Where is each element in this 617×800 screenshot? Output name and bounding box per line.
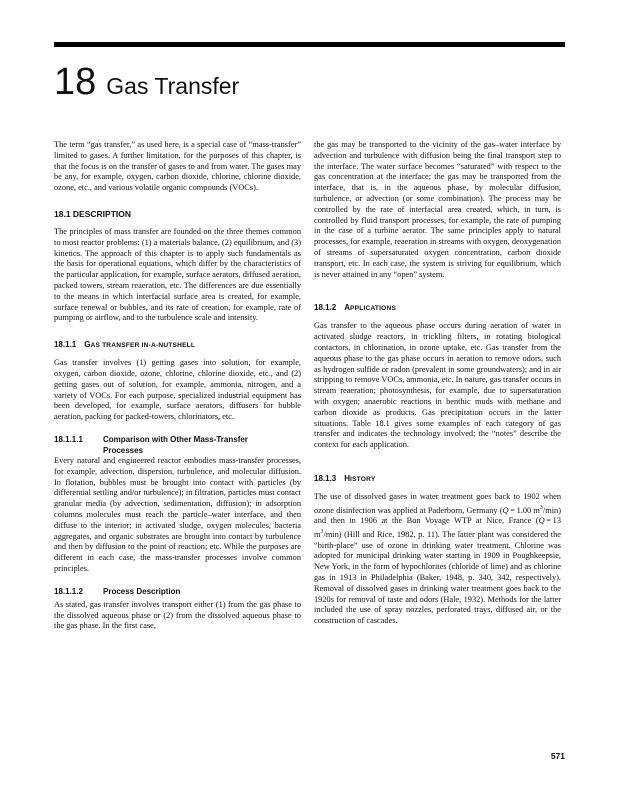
- history-text: /min) (Hill and Rice, 1982, p. 11). The latter plant was considered the “birth-place” use of ozone in drinking water treatment. Chlorine was adopted for municipal drinking water starting in 1909 in Poughkeepsie, New York, in the form of hypochlorites (chloride of lime) and as chlorine gas in 1913 in Philadelphia (Baker, 1948, p. 340, 342, respectively). Removal of dissolved gases in drinking water treatment goes back to the 1920s for removal of taste and odors (Hale, 1932). Methods for the latter included the use of spray nozzles, perforated trays, diffused air, or the construction of cascades.: [314, 529, 561, 626]
- subsection-title-rest: PPLICATIONS: [350, 305, 397, 313]
- subsection-title-rest: ISTORY: [350, 475, 376, 483]
- chapter-heading: [54, 60, 239, 108]
- history-text: /min) and then in 1906 at the Bon Voyage WTP at Nice, France (: [314, 505, 561, 526]
- section-18-1-1-heading: [54, 339, 301, 351]
- left-column: [54, 140, 301, 760]
- section-18-1-1-1-heading: [54, 434, 301, 456]
- history-text: = 1.00 m: [508, 505, 540, 515]
- flow-symbol: Q: [502, 505, 509, 515]
- subsubsection-title-line1: Comparison with Other Mass-Transfer: [103, 434, 248, 444]
- right-column: [314, 140, 561, 758]
- subsection-title-lead: G: [84, 340, 91, 350]
- description-paragraph: The principles of mass transfer are founded on the three themes common to most reactor problems: (1) a materials balance, (2) equilibrium, and (3) kinetics. The approach of this chapter is to apply such fundamentals as the basis for operational equations, which differ by the characteristics of the particular application, for example, surface aerators, diffused aeration, packed towers, stream reaeration, etc. The differences are due essentially to the means in which interfacial surface area is created, for example, surface renewal or bubbles, and its rate of creation, for example, rate of pumping or airflow, and to the turbulence scale and intensity.: [54, 226, 301, 323]
- section-title: DESCRIPTION: [72, 208, 132, 219]
- history-text: The use of dissolved gases in water treatment goes back to 1902 when ozone disinfection was applied at Paderborn, Germany (: [314, 491, 561, 515]
- section-18-1-3-heading: [314, 473, 561, 485]
- subsection-title-lead: A: [344, 303, 351, 313]
- nutshell-paragraph: Gas transfer involves (1) getting gases into solution, for example, oxygen, carbon dioxide, ozone, chlorine, chlorine dioxide, etc., and (2) getting gases out of solution, for example, ammonia, nitrogen, and a variety of VOCs. For each purpose, specialized industrial equipment has been developed, for example, surface aerators, diffusers for bubble aeration, packing for packed-towers, chlorinators, etc.: [54, 358, 301, 422]
- page-number: 571: [550, 751, 565, 761]
- section-18-1-2-heading: [314, 302, 561, 314]
- superscript: 3: [539, 504, 543, 511]
- chapter-number: 18: [54, 61, 97, 103]
- process-description-paragraph: As stated, gas transfer involves transport either (1) from the gas phase to the dissolved aqueous phase or (2) from the dissolved aqueous phase to the gas phase. In the first case,: [54, 599, 301, 631]
- chapter-top-rule: [54, 42, 565, 47]
- subsection-number: 18.1.2: [314, 303, 337, 313]
- continued-paragraph: the gas may be transported to the vicinity of the gas–water interface by advection and turbulence with diffusion being the final transport step to the interface. The water surface becomes “saturated” with respect to the gas concentration at the interface; the gas may be transported from the interface, that is, in the aqueous phase, by molecular diffusion, turbulence, or advection (or some combination). The process may be controlled by the rate of interfacial area created, which, in turn, is controlled by fluid transport processes, for example, the rate of pumping in the case of a turbine aerator. The same principles apply to natural processes, for example, reaeration in streams with oxygen, deoxygenation of streams of supersaturated oxygen concentration, carbon dioxide transport, etc. In each case, the system is striving for equilibrium, which is never attained in any “open” system.: [314, 140, 561, 279]
- chapter-title: Gas Transfer: [106, 73, 240, 99]
- section-18-1-heading: [54, 209, 301, 220]
- section-18-1-1-2-heading: [54, 586, 301, 597]
- subsubsection-title: Process Description: [103, 586, 181, 596]
- applications-paragraph: Gas transfer to the aqueous phase occurs during aeration of water in activated sludge reactors, in trickling filters, in rotating biological contactors, in chlorination, in ozone uptake, etc. Gas transfer from the aqueous phase to the gas phase occurs in aeration to remove odors, such as hydrogen sulfide or radon (prevalent in some groundwaters); and in air stripping to remove VOCs, ammonia, etc. In nature, gas transfer occurs in stream reaeration; photosynthesis, for example, due to supersaturation with oxygen; anaerobic reactions in benthic muds with methane and carbon dioxide as products. Gas precipitation occurs in the latter situations. Table 18.1 gives some examples of each category of gas transfer and indicates the technology involved; the “notes” describe the context for each application.: [314, 321, 561, 450]
- history-text: = 13 m: [314, 516, 561, 539]
- subsubsection-number: 18.1.1.1: [54, 434, 83, 444]
- subsection-number: 18.1.3: [314, 473, 337, 483]
- subsection-title-rest: AS TRANSFER IN-A-NUTSHELL: [90, 342, 196, 350]
- comparison-paragraph: Every natural and engineered reactor embodies mass-transfer processes, for example, advection, dispersion, turbulence, and molecular diffusion. In flotation, bubbles must be brought into contact with particles (by differential settling and/or turbulence); in filtration, particles must contact granular media (by advection, sedimentation, diffusion); in adsorption columns molecules must reach the particle–water interface, and then diffuse to the interior; in activated sludge, oxygen molecules, bacteria aggregates, and organic substrates are brought into contact by turbulence and then by diffusion to the point of reaction; etc. While the purposes are different in each case, the mass-transfer processes involve common principles.: [54, 455, 301, 573]
- subsubsection-title-line2: Processes: [103, 445, 144, 455]
- section-number: 18.1: [54, 208, 71, 219]
- flow-symbol: Q: [538, 516, 545, 526]
- superscript: 3: [320, 529, 324, 536]
- intro-paragraph: The term “gas transfer,” as used here, is a special case of “mass-transfer” limited to gases. A further limitation, for the purposes of this chapter, is that the focus is on the transfer of gases to and from water. The gases may be any, for example, oxygen, carbon dioxide, chlorine, chlorine dioxide, ozone, etc., and various volatile organic compounds (VOCs).: [54, 140, 301, 193]
- subsection-title-lead: H: [344, 473, 351, 483]
- subsubsection-number: 18.1.1.2: [54, 586, 83, 596]
- subsection-number: 18.1.1: [54, 340, 77, 350]
- history-paragraph: [314, 492, 561, 627]
